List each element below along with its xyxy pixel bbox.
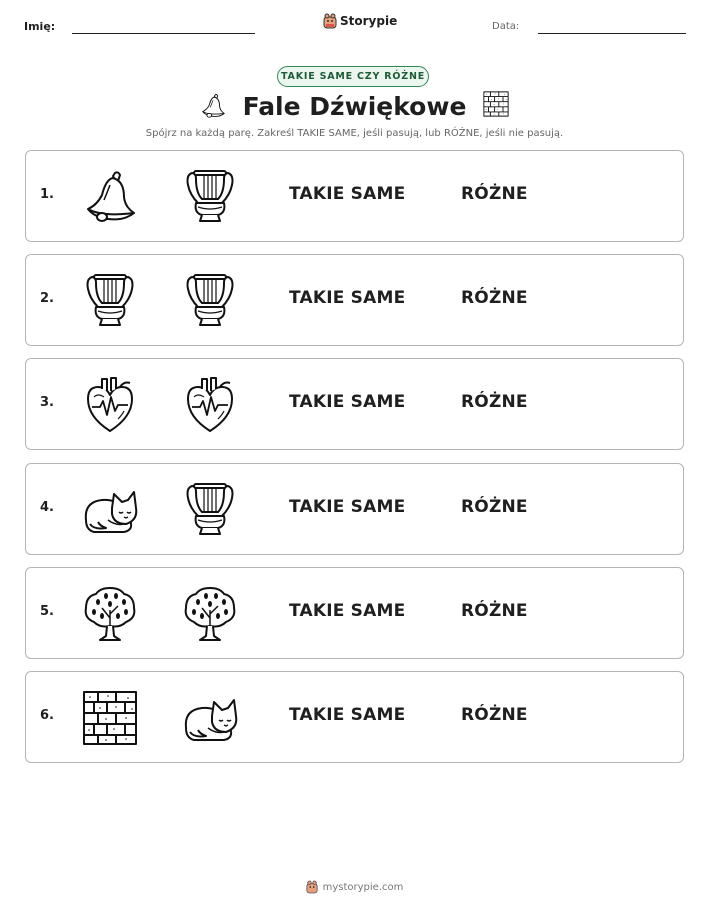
brand-logo	[323, 13, 397, 29]
cat-icon	[80, 480, 140, 540]
footer-url: mystorypie.com	[322, 881, 404, 893]
exercise-row	[25, 254, 684, 346]
instructions: Spójrz na każdą parę. Zakreśl TAKIE SAME, jeśli pasują, lub RÓŻNE, jeśli nie pasują.	[145, 128, 564, 139]
heart-icon	[80, 375, 140, 435]
option-same[interactable]: TAKIE SAME	[289, 288, 406, 308]
option-same[interactable]: TAKIE SAME	[289, 184, 406, 204]
row-number: 4.	[40, 500, 54, 515]
option-different[interactable]: RÓŻNE	[461, 184, 528, 204]
brick-wall-icon	[80, 688, 140, 748]
lyre-icon	[80, 271, 140, 331]
page-title: Fale Dźwiękowe	[242, 91, 467, 121]
title-row	[0, 90, 709, 122]
bell-icon	[199, 90, 227, 122]
exercise-row	[25, 150, 684, 242]
tree-icon	[180, 584, 240, 644]
option-same[interactable]: TAKIE SAME	[289, 392, 406, 412]
date-line[interactable]	[538, 33, 686, 34]
exercise-row	[25, 463, 684, 555]
storypie-logo-icon	[306, 880, 318, 894]
bell-icon	[80, 167, 140, 227]
lyre-icon	[180, 167, 240, 227]
exercise-row	[25, 671, 684, 763]
brick-wall-icon	[482, 90, 510, 122]
option-same[interactable]: TAKIE SAME	[289, 705, 406, 725]
row-number: 6.	[40, 708, 54, 723]
date-label: Data:	[492, 21, 520, 32]
option-same[interactable]: TAKIE SAME	[289, 601, 406, 621]
tree-icon	[80, 584, 140, 644]
lyre-icon	[180, 480, 240, 540]
row-number: 5.	[40, 604, 54, 619]
option-different[interactable]: RÓŻNE	[461, 392, 528, 412]
name-label: Imię:	[24, 20, 56, 33]
row-number: 1.	[40, 187, 54, 202]
lyre-icon	[180, 271, 240, 331]
storypie-logo-icon	[323, 13, 337, 29]
option-different[interactable]: RÓŻNE	[461, 705, 528, 725]
option-same[interactable]: TAKIE SAME	[289, 497, 406, 517]
heart-icon	[180, 375, 240, 435]
row-number: 2.	[40, 291, 54, 306]
footer	[0, 880, 709, 894]
option-different[interactable]: RÓŻNE	[461, 497, 528, 517]
category-badge: TAKIE SAME CZY RÓŻNE	[277, 66, 429, 87]
row-number: 3.	[40, 395, 54, 410]
exercise-row	[25, 567, 684, 659]
name-line[interactable]	[72, 33, 255, 34]
cat-icon	[180, 688, 240, 748]
brand-name: Storypie	[340, 14, 398, 28]
option-different[interactable]: RÓŻNE	[461, 601, 528, 621]
exercise-row	[25, 358, 684, 450]
option-different[interactable]: RÓŻNE	[461, 288, 528, 308]
